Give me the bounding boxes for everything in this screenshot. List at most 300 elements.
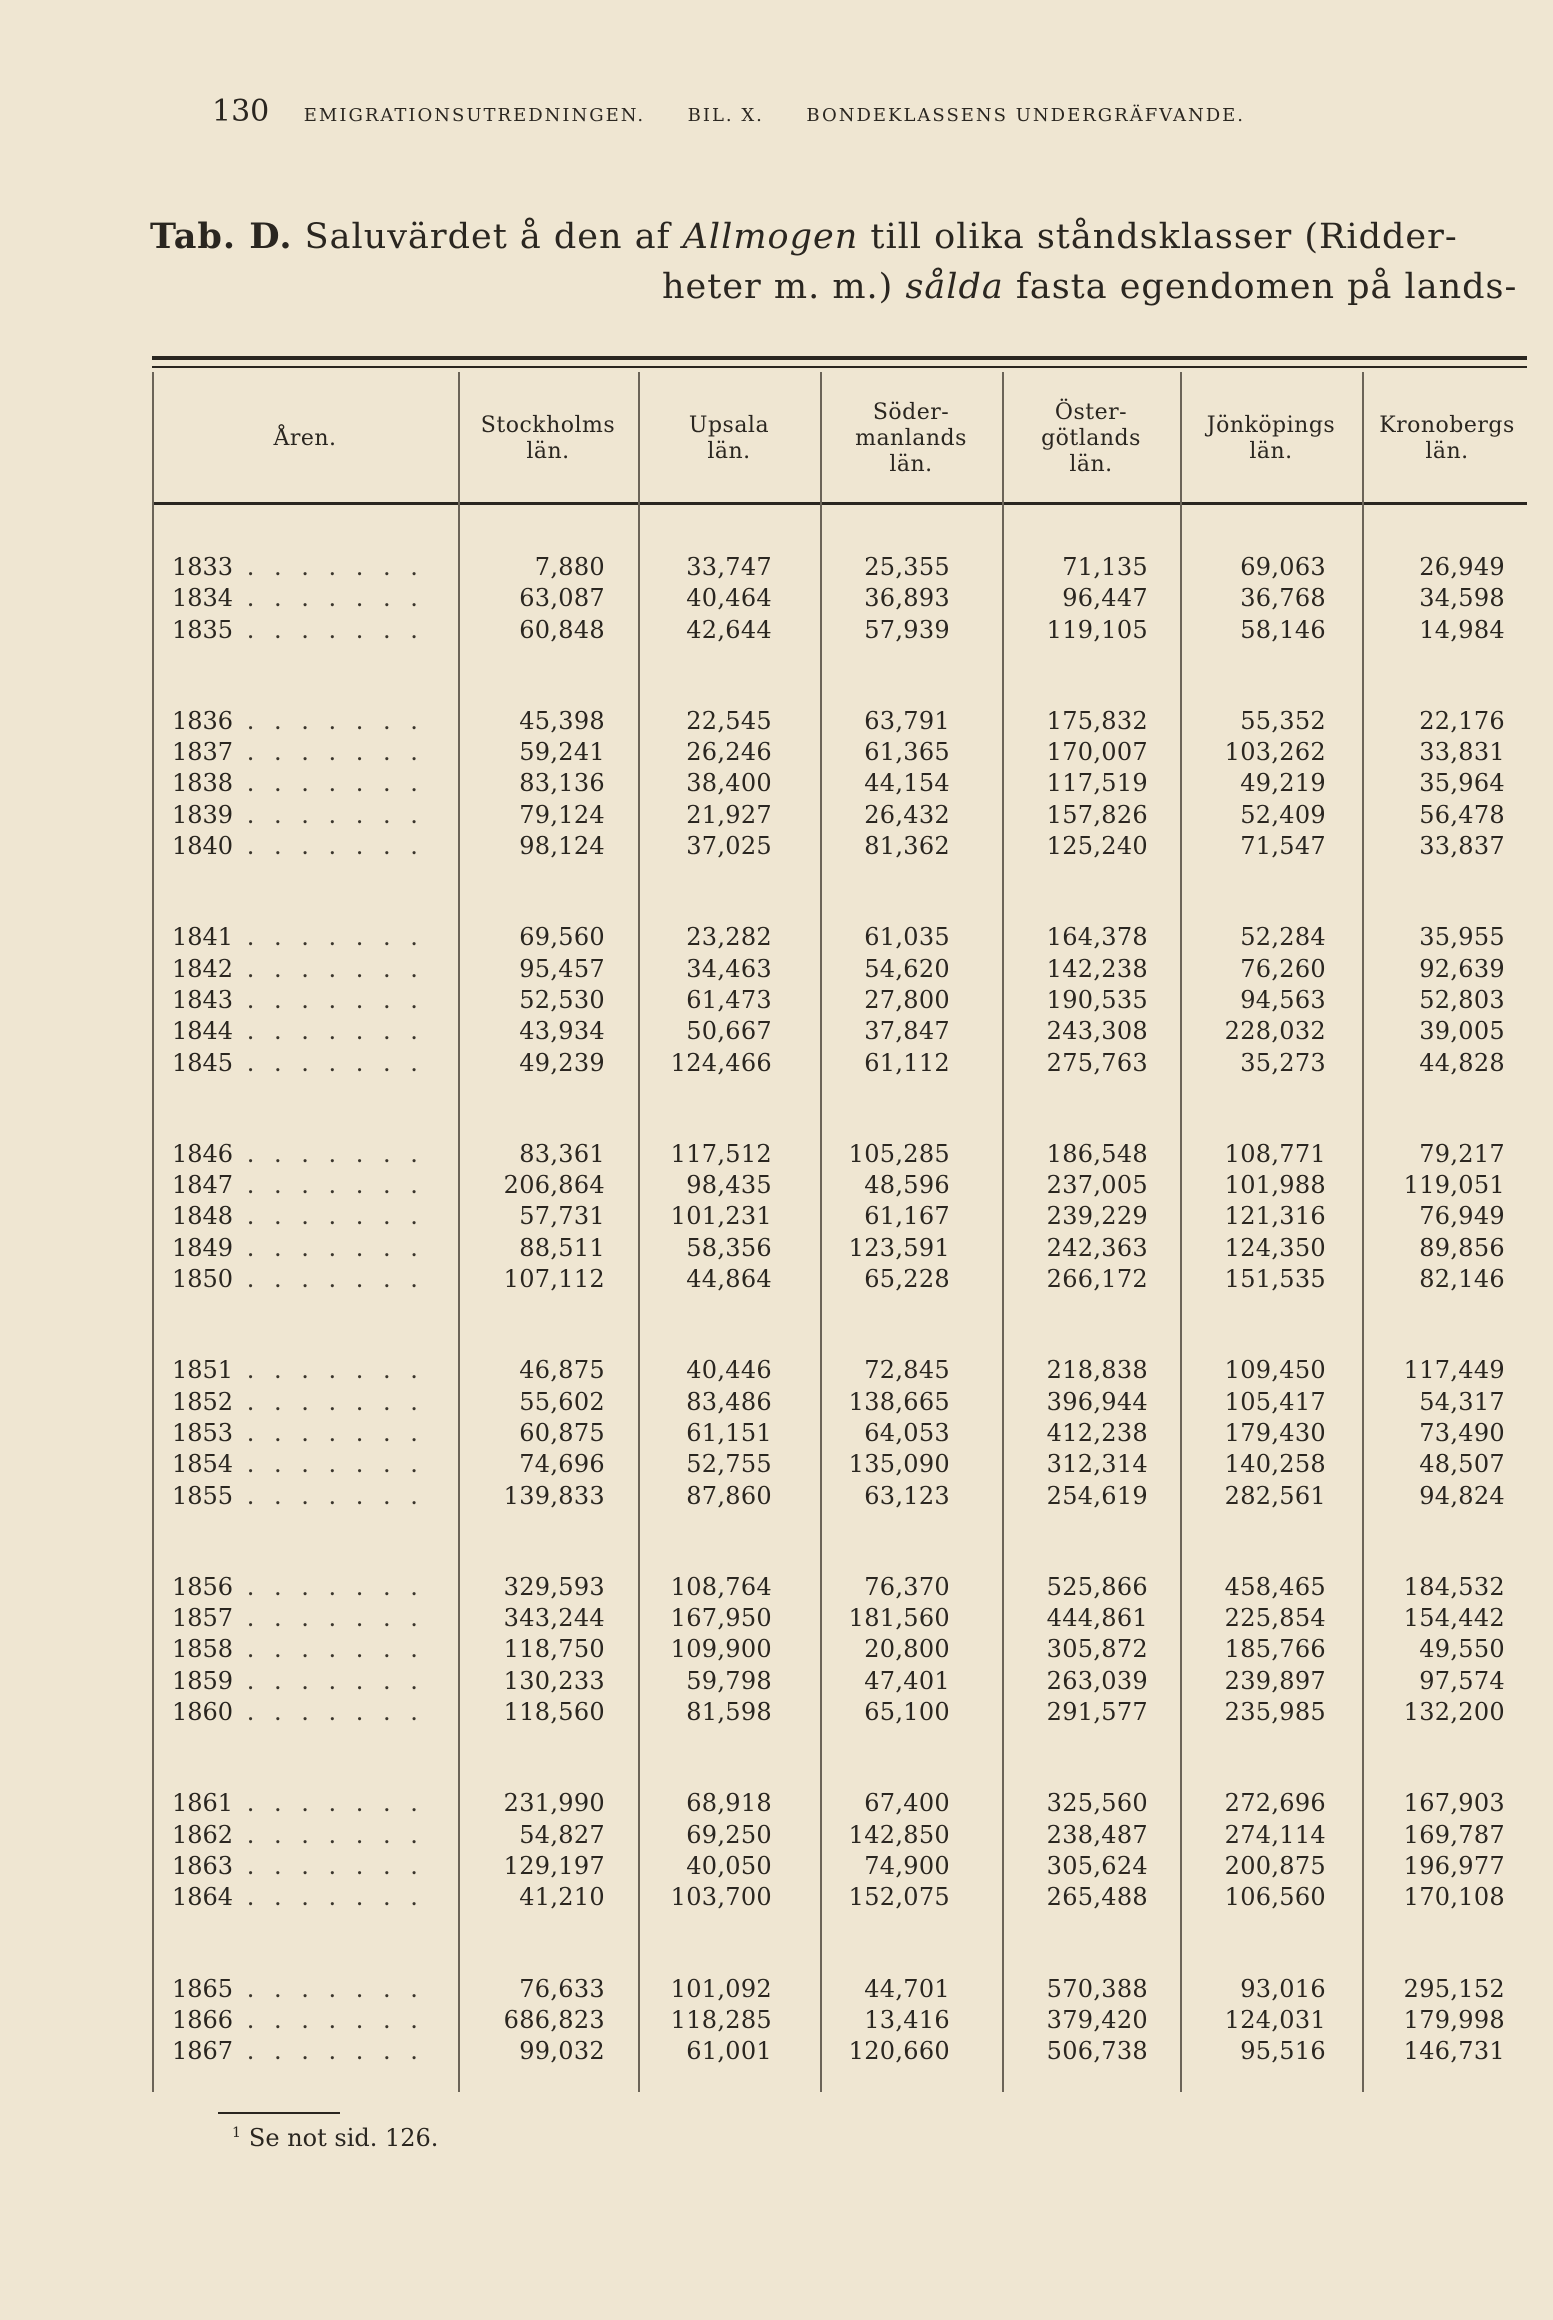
value-cell: 118,560 [503,1698,605,1727]
value-cell: 206,864 [503,1171,605,1200]
year-label: 1849 [172,1233,234,1262]
value-cell: 254,619 [1046,1481,1148,1510]
value-cell: 444,861 [1046,1604,1148,1633]
value-cell: 79,217 [1419,1139,1505,1168]
value-cell: 54,827 [519,1820,605,1849]
value-cell: 52,530 [519,985,605,1014]
value-cell: 48,507 [1419,1450,1505,1479]
value-cell: 135,090 [848,1450,950,1479]
value-cell: 117,449 [1403,1356,1505,1385]
value-cell: 123,591 [848,1233,950,1262]
table-row [0,800,1553,831]
row-group [0,552,1553,646]
value-cell: 40,464 [686,584,772,613]
title-text-2: Allmogen [682,217,859,257]
table-row [0,615,1553,646]
running-head-part2: BIL. X. [687,105,764,126]
table-row [0,737,1553,768]
year-label: 1859 [172,1666,234,1695]
year-cell: 1867 . . . . . . . [172,2037,424,2066]
year-cell: 1862 . . . . . . . [172,1820,424,1849]
value-cell: 82,146 [1419,1265,1505,1294]
value-cell: 44,154 [864,769,950,798]
table-body [0,552,1553,2127]
value-cell: 65,228 [864,1265,950,1294]
value-cell: 7,880 [534,553,605,581]
year-label: 1857 [172,1604,234,1633]
value-cell: 56,478 [1419,800,1505,829]
value-cell: 23,282 [686,923,772,952]
year-cell: 1853 . . . . . . . [172,1418,424,1447]
title-text-4: heter m. m.) [662,267,894,307]
value-cell: 34,598 [1419,584,1505,613]
value-cell: 79,124 [519,800,605,829]
value-cell: 60,875 [519,1418,605,1447]
value-cell: 58,356 [686,1233,772,1262]
value-cell: 26,432 [864,800,950,829]
value-cell: 200,875 [1224,1851,1326,1880]
value-cell: 58,146 [1240,615,1326,644]
value-cell: 22,176 [1419,706,1505,735]
table-top-rule-thin [152,366,1527,368]
column-header-stockholm: Stockholms län. [480,413,616,464]
year-cell: 1838 . . . . . . . [172,769,424,798]
table-row [0,1666,1553,1697]
value-cell: 38,400 [686,769,772,798]
value-cell: 50,667 [686,1017,772,1046]
value-cell: 101,092 [670,1974,772,2003]
value-cell: 74,696 [519,1450,605,1479]
year-cell: 1840 . . . . . . . [172,832,424,861]
value-cell: 63,087 [519,584,605,613]
value-cell: 225,854 [1224,1604,1326,1633]
year-label: 1850 [172,1265,234,1294]
value-cell: 109,900 [670,1635,772,1664]
table-row [0,954,1553,985]
title-text-3: till olika ståndsklasser (Ridder- [870,217,1458,257]
value-cell: 21,927 [686,800,772,829]
value-cell: 263,039 [1046,1666,1148,1695]
value-cell: 49,219 [1240,769,1326,798]
value-cell: 506,738 [1046,2037,1148,2066]
value-cell: 33,747 [686,553,772,581]
value-cell: 239,897 [1224,1666,1326,1695]
title-text-5: sålda [905,267,1004,307]
value-cell: 275,763 [1046,1048,1148,1077]
value-cell: 121,316 [1224,1202,1326,1231]
year-label: 1843 [172,985,234,1014]
table-row [0,706,1553,737]
year-cell: 1847 . . . . . . . [172,1171,424,1200]
year-label: 1834 [172,584,234,613]
table-row [0,1882,1553,1913]
value-cell: 228,032 [1224,1017,1326,1046]
value-cell: 164,378 [1046,923,1148,952]
value-cell: 14,984 [1419,615,1505,644]
value-cell: 179,430 [1224,1418,1326,1447]
value-cell: 44,864 [686,1265,772,1294]
year-cell: 1863 . . . . . . . [172,1851,424,1880]
value-cell: 231,990 [503,1789,605,1818]
column-header-sodermanland: Söder- manlands län. [855,400,967,477]
value-cell: 59,798 [686,1666,772,1695]
year-label: 1842 [172,954,234,983]
year-label: 1856 [172,1572,234,1601]
year-label: 1840 [172,832,234,861]
value-cell: 93,016 [1240,1974,1326,2003]
year-cell: 1845 . . . . . . . [172,1048,424,1077]
table-row [0,1418,1553,1449]
value-cell: 167,903 [1403,1789,1505,1818]
value-cell: 218,838 [1046,1356,1148,1385]
value-cell: 88,511 [519,1233,605,1262]
year-cell: 1834 . . . . . . . [172,584,424,613]
value-cell: 98,435 [686,1171,772,1200]
value-cell: 33,837 [1419,832,1505,861]
value-cell: 106,560 [1224,1883,1326,1912]
table-row [0,1387,1553,1418]
value-cell: 282,561 [1224,1481,1326,1510]
table-row [0,1264,1553,1295]
value-cell: 61,151 [686,1418,772,1447]
value-cell: 22,545 [686,706,772,735]
value-cell: 151,535 [1224,1265,1326,1294]
value-cell: 43,934 [519,1017,605,1046]
year-cell: 1846 . . . . . . . [172,1139,424,1168]
value-cell: 124,466 [670,1048,772,1077]
footnote-mark: 1 [232,2125,241,2141]
value-cell: 26,246 [686,738,772,767]
value-cell: 47,401 [864,1666,950,1695]
value-cell: 95,516 [1240,2037,1326,2066]
table-row [0,1851,1553,1882]
year-cell: 1848 . . . . . . . [172,1202,424,1231]
year-cell: 1855 . . . . . . . [172,1481,424,1510]
year-cell: 1857 . . . . . . . [172,1604,424,1633]
year-label: 1852 [172,1387,234,1416]
table-row [0,768,1553,799]
value-cell: 118,750 [503,1635,605,1664]
value-cell: 52,803 [1419,985,1505,1014]
value-cell: 396,944 [1046,1387,1148,1416]
value-cell: 57,731 [519,1202,605,1231]
table-row [0,552,1553,583]
table-row [0,1788,1553,1819]
year-label: 1836 [172,706,234,735]
year-label: 1839 [172,800,234,829]
value-cell: 52,284 [1240,923,1326,952]
year-cell: 1837 . . . . . . . [172,738,424,767]
table-header-rule [152,502,1527,505]
table-row [0,1201,1553,1232]
year-label: 1861 [172,1789,234,1818]
value-cell: 235,985 [1224,1698,1326,1727]
value-cell: 101,231 [670,1202,772,1231]
value-cell: 71,547 [1240,832,1326,861]
value-cell: 169,787 [1403,1820,1505,1849]
value-cell: 44,828 [1419,1048,1505,1077]
value-cell: 41,210 [519,1883,605,1912]
year-label: 1860 [172,1698,234,1727]
year-label: 1848 [172,1202,234,1231]
table-label: Tab. D. [150,216,293,257]
value-cell: 329,593 [503,1572,605,1601]
value-cell: 26,949 [1419,553,1505,581]
value-cell: 46,875 [519,1356,605,1385]
year-cell: 1860 . . . . . . . [172,1698,424,1727]
value-cell: 59,241 [519,738,605,767]
column-header-ostergotland: Öster- götlands län. [1041,400,1141,477]
value-cell: 61,035 [864,923,950,952]
year-cell: 1841 . . . . . . . [172,923,424,952]
value-cell: 73,490 [1419,1418,1505,1447]
year-label: 1845 [172,1048,234,1077]
value-cell: 49,239 [519,1048,605,1077]
value-cell: 74,900 [864,1851,950,1880]
year-cell: 1858 . . . . . . . [172,1635,424,1664]
table-row [0,583,1553,614]
year-label: 1862 [172,1820,234,1849]
year-label: 1865 [172,1974,234,2003]
year-label: 1841 [172,923,234,952]
value-cell: 49,550 [1419,1635,1505,1664]
value-cell: 61,365 [864,738,950,767]
value-cell: 412,238 [1046,1418,1148,1447]
year-label: 1838 [172,769,234,798]
year-cell: 1854 . . . . . . . [172,1450,424,1479]
value-cell: 52,409 [1240,800,1326,829]
value-cell: 119,105 [1046,615,1148,644]
value-cell: 196,977 [1403,1851,1505,1880]
table-row [0,2036,1553,2067]
value-cell: 109,450 [1224,1356,1326,1385]
value-cell: 76,633 [519,1974,605,2003]
row-group [0,1788,1553,1913]
value-cell: 42,644 [686,615,772,644]
table-title-line2 [150,262,1530,312]
value-cell: 36,768 [1240,584,1326,613]
value-cell: 95,457 [519,954,605,983]
table-row [0,1572,1553,1603]
value-cell: 343,244 [503,1604,605,1633]
value-cell: 242,363 [1046,1233,1148,1262]
footnote-rule [218,2112,340,2114]
value-cell: 291,577 [1046,1698,1148,1727]
value-cell: 105,417 [1224,1387,1326,1416]
year-cell: 1851 . . . . . . . [172,1356,424,1385]
value-cell: 33,831 [1419,738,1505,767]
table-row [0,1820,1553,1851]
year-label: 1863 [172,1851,234,1880]
table-row [0,1355,1553,1386]
value-cell: 175,832 [1046,706,1148,735]
column-header-jonkoping: Jönköpings län. [1206,413,1336,464]
value-cell: 92,639 [1419,954,1505,983]
year-label: 1855 [172,1481,234,1510]
value-cell: 117,512 [670,1139,772,1168]
value-cell: 44,701 [864,1974,950,2003]
table-row [0,1233,1553,1264]
value-cell: 184,532 [1403,1572,1505,1601]
table-title-line1 [150,212,1530,262]
year-cell: 1856 . . . . . . . [172,1572,424,1601]
value-cell: 186,548 [1046,1139,1148,1168]
value-cell: 61,473 [686,985,772,1014]
title-text-1: Saluvärdet å den af [304,217,671,257]
year-label: 1833 [172,553,234,581]
running-head-part1: EMIGRATIONSUTREDNINGEN. [303,105,646,126]
value-cell: 98,124 [519,832,605,861]
value-cell: 124,031 [1224,2005,1326,2034]
value-cell: 69,063 [1240,553,1326,581]
value-cell: 13,416 [864,2005,950,2034]
table-row [0,922,1553,953]
value-cell: 170,007 [1046,738,1148,767]
value-cell: 154,442 [1403,1604,1505,1633]
value-cell: 83,136 [519,769,605,798]
table-row [0,1139,1553,1170]
value-cell: 157,826 [1046,800,1148,829]
value-cell: 55,602 [519,1387,605,1416]
year-cell: 1850 . . . . . . . [172,1265,424,1294]
value-cell: 69,560 [519,923,605,952]
value-cell: 39,005 [1419,1017,1505,1046]
value-cell: 570,388 [1046,1974,1148,2003]
value-cell: 61,167 [864,1202,950,1231]
value-cell: 125,240 [1046,832,1148,861]
value-cell: 181,560 [848,1604,950,1633]
value-cell: 118,285 [670,2005,772,2034]
year-cell: 1836 . . . . . . . [172,706,424,735]
year-label: 1844 [172,1017,234,1046]
year-label: 1853 [172,1418,234,1447]
value-cell: 237,005 [1046,1171,1148,1200]
value-cell: 52,755 [686,1450,772,1479]
value-cell: 458,465 [1224,1572,1326,1601]
value-cell: 94,824 [1419,1481,1505,1510]
value-cell: 64,053 [864,1418,950,1447]
year-cell: 1835 . . . . . . . [172,615,424,644]
value-cell: 37,847 [864,1017,950,1046]
table-top-rule [152,356,1527,360]
value-cell: 190,535 [1046,985,1148,1014]
value-cell: 266,172 [1046,1265,1148,1294]
year-cell: 1861 . . . . . . . [172,1789,424,1818]
value-cell: 76,370 [864,1572,950,1601]
table-row [0,1974,1553,2005]
row-group [0,1355,1553,1511]
value-cell: 295,152 [1403,1974,1505,2003]
value-cell: 61,112 [864,1048,950,1077]
footnote-text: Se not sid. 126. [248,2124,439,2152]
value-cell: 83,361 [519,1139,605,1168]
year-cell: 1866 . . . . . . . [172,2005,424,2034]
value-cell: 105,285 [848,1139,950,1168]
table-row [0,1697,1553,1728]
value-cell: 243,308 [1046,1017,1148,1046]
value-cell: 68,918 [686,1789,772,1818]
value-cell: 525,866 [1046,1572,1148,1601]
year-label: 1837 [172,738,234,767]
value-cell: 305,624 [1046,1851,1148,1880]
value-cell: 101,988 [1224,1171,1326,1200]
table-row [0,1449,1553,1480]
table-row [0,1481,1553,1512]
row-group [0,706,1553,862]
year-label: 1847 [172,1171,234,1200]
year-label: 1867 [172,2037,234,2066]
value-cell: 139,833 [503,1481,605,1510]
value-cell: 167,950 [670,1604,772,1633]
value-cell: 65,100 [864,1698,950,1727]
value-cell: 81,598 [686,1698,772,1727]
column-header-years: Åren. [273,426,337,451]
year-cell: 1864 . . . . . . . [172,1883,424,1912]
value-cell: 25,355 [864,553,950,581]
year-label: 1846 [172,1139,234,1168]
value-cell: 54,620 [864,954,950,983]
value-cell: 99,032 [519,2037,605,2066]
value-cell: 96,447 [1062,584,1148,613]
value-cell: 20,800 [864,1635,950,1664]
year-label: 1866 [172,2005,234,2034]
value-cell: 27,800 [864,985,950,1014]
value-cell: 76,949 [1419,1202,1505,1231]
column-header-upsala: Upsala län. [688,413,770,464]
column-header-kronoberg: Kronobergs län. [1379,413,1515,464]
value-cell: 48,596 [864,1171,950,1200]
value-cell: 63,791 [864,706,950,735]
value-cell: 72,845 [864,1356,950,1385]
table-row [0,985,1553,1016]
year-cell: 1865 . . . . . . . [172,1974,424,2003]
value-cell: 119,051 [1403,1171,1505,1200]
value-cell: 179,998 [1403,2005,1505,2034]
value-cell: 117,519 [1046,769,1148,798]
value-cell: 170,108 [1403,1883,1505,1912]
value-cell: 274,114 [1224,1820,1326,1849]
page-number: 130 [212,94,270,129]
value-cell: 138,665 [848,1387,950,1416]
value-cell: 142,238 [1046,954,1148,983]
year-label: 1864 [172,1883,234,1912]
table-row [0,1048,1553,1079]
value-cell: 272,696 [1224,1789,1326,1818]
table-row [0,2005,1553,2036]
title-text-6: fasta egendomen på lands- [1015,267,1518,307]
value-cell: 379,420 [1046,2005,1148,2034]
value-cell: 35,964 [1419,769,1505,798]
value-cell: 152,075 [848,1883,950,1912]
year-label: 1858 [172,1635,234,1664]
year-cell: 1842 . . . . . . . [172,954,424,983]
value-cell: 37,025 [686,832,772,861]
value-cell: 132,200 [1403,1698,1505,1727]
year-cell: 1849 . . . . . . . [172,1233,424,1262]
value-cell: 61,001 [686,2037,772,2066]
year-label: 1851 [172,1356,234,1385]
value-cell: 35,955 [1419,923,1505,952]
value-cell: 40,446 [686,1356,772,1385]
value-cell: 45,398 [519,706,605,735]
value-cell: 36,893 [864,584,950,613]
value-cell: 129,197 [503,1851,605,1880]
year-cell: 1852 . . . . . . . [172,1387,424,1416]
value-cell: 83,486 [686,1387,772,1416]
value-cell: 87,860 [686,1481,772,1510]
running-head [212,94,1532,129]
value-cell: 107,112 [503,1265,605,1294]
